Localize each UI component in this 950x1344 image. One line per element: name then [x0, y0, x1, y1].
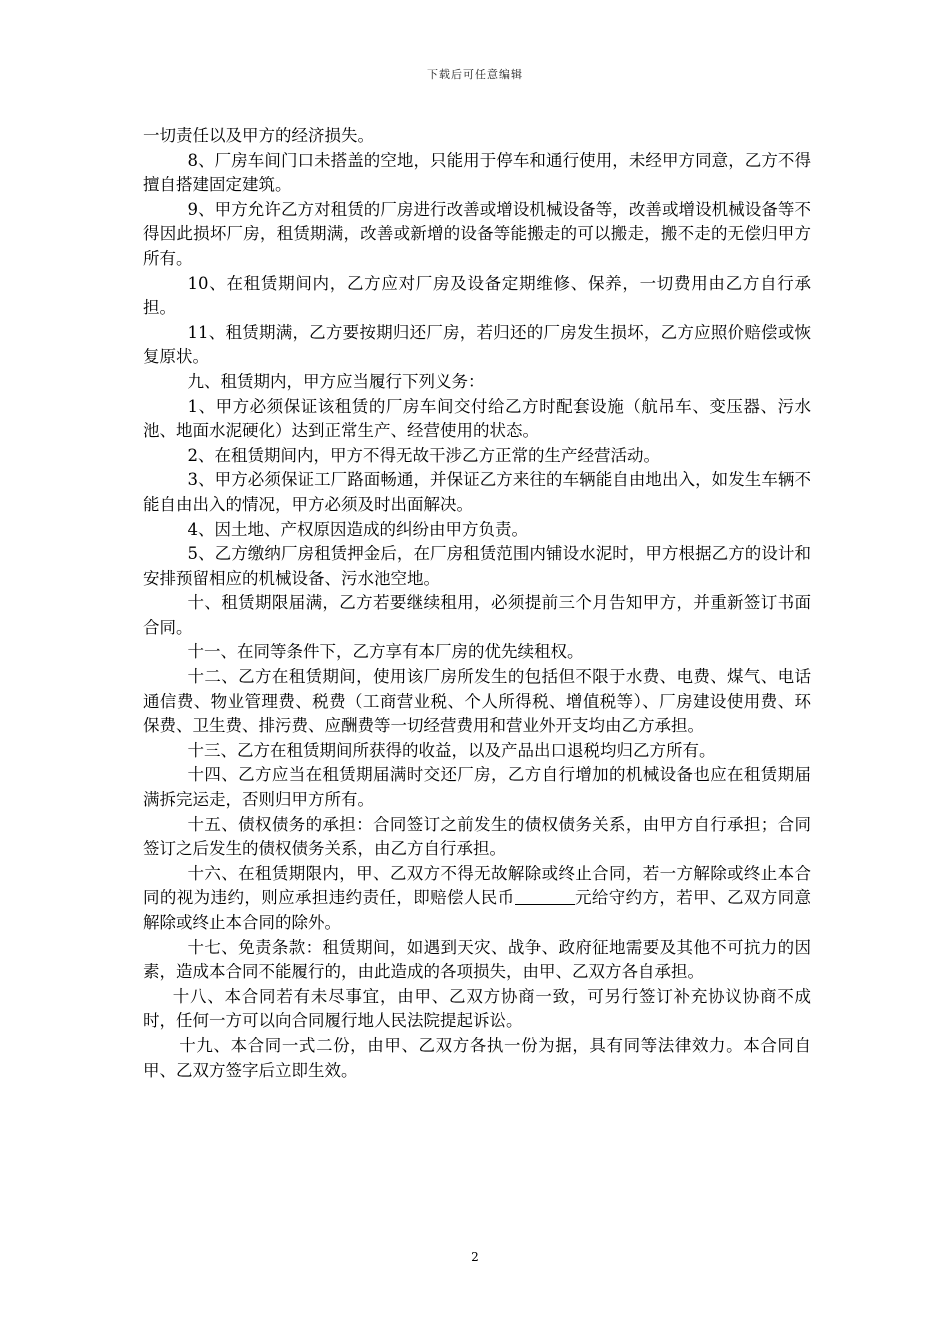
clause-16-text-before: 十六、在租赁期限内，甲、乙双方不得无故解除或终止合同，若一方解除或终止本合同的视为违约，则应承担违约责任，即赔偿人民币 — [143, 863, 811, 908]
document-body — [143, 124, 811, 1083]
clause-9-5: 5、乙方缴纳厂房租赁押金后，在厂房租赁范围内铺设水泥时，甲方根据乙方的设计和安排预留相应的机械设备、污水池空地。 — [143, 544, 811, 588]
clause-17: 十七、免责条款：租赁期间，如遇到天灾、战争、政府征地需要及其他不可抗力的因素，造成本合同不能履行的，由此造成的各项损失，由甲、乙双方各自承担。 — [143, 937, 811, 982]
paragraph-continuation: 一切责任以及甲方的经济损失。 — [143, 126, 374, 145]
clause-9-heading: 九、租赁期内，甲方应当履行下列义务： — [187, 371, 485, 391]
clause-8-8: 8、厂房车间门口未搭盖的空地，只能用于停车和通行使用，未经甲方同意，乙方不得擅自搭建固定建筑。 — [143, 150, 811, 195]
clause-10: 十、租赁期限届满，乙方若要继续租用，必须提前三个月告知甲方，并重新签订书面合同。 — [143, 593, 811, 637]
clause-14: 十四、乙方应当在租赁期届满时交还厂房，乙方自行增加的机械设备也应在租赁期届满拆完运走，否则归甲方所有。 — [143, 765, 811, 810]
amount-blank-field — [515, 888, 575, 905]
clause-16 — [143, 862, 811, 936]
clause-9-2: 2、在租赁期间内，甲方不得无故干涉乙方正常的生产经营活动。 — [187, 445, 661, 465]
clause-9-4: 4、因土地、产权原因造成的纠纷由甲方负责。 — [187, 519, 529, 539]
clause-18: 十八、本合同若有未尽事宜，由甲、乙双方协商一致，可另行签订补充协议协商不成时，任何一方可以向合同履行地人民法院提起诉讼。 — [143, 986, 811, 1031]
clause-19: 十九、本合同一式二份，由甲、乙双方各执一份为据，具有同等法律效力。本合同自甲、乙双方签字后立即生效。 — [143, 1035, 811, 1080]
clause-8-9: 9、甲方允许乙方对租赁的厂房进行改善或增设机械设备等，改善或增设机械设备等不得因此损坏厂房，租赁期满，改善或新增的设备等能搬走的可以搬走，搬不走的无偿归甲方所有。 — [143, 199, 811, 268]
clause-12: 十二、乙方在租赁期间，使用该厂房所发生的包括但不限于水费、电费、煤气、电话通信费、物业管理费、税费（工商营业税、个人所得税、增值税等）、厂房建设使用费、环保费、卫生费、排污费、应酬费等一切经营费用和营业外开支均由乙方承担。 — [143, 667, 811, 736]
page-header: 下载后可任意编辑 — [427, 68, 523, 81]
clause-15: 十五、债权债务的承担：合同签订之前发生的债权债务关系，由甲方自行承担；合同签订之后发生的债权债务关系，由乙方自行承担。 — [143, 814, 811, 859]
clause-8-10: 10、在租赁期间内，乙方应对厂房及设备定期维修、保养，一切费用由乙方自行承担。 — [143, 273, 811, 318]
page-number: 2 — [471, 1250, 479, 1264]
clause-13: 十三、乙方在租赁期间所获得的收益，以及产品出口退税均归乙方所有。 — [187, 740, 716, 760]
clause-8-11: 11、租赁期满，乙方要按期归还厂房，若归还的厂房发生损坏，乙方应照价赔偿或恢复原状。 — [143, 322, 811, 367]
clause-16-text-after: 元给守约方，若甲、乙双方同意解除或终止本合同的除外。 — [143, 888, 812, 932]
clause-11: 十一、在同等条件下，乙方享有本厂房的优先续租权。 — [187, 642, 584, 662]
clause-9-1: 1、甲方必须保证该租赁的厂房车间交付给乙方时配套设施（航吊车、变压器、污水池、地面水泥硬化）达到正常生产、经营使用的状态。 — [143, 396, 811, 441]
clause-9-3: 3、甲方必须保证工厂路面畅通，并保证乙方来往的车辆能自由地出入，如发生车辆不能自由出入的情况，甲方必须及时出面解决。 — [143, 470, 811, 514]
